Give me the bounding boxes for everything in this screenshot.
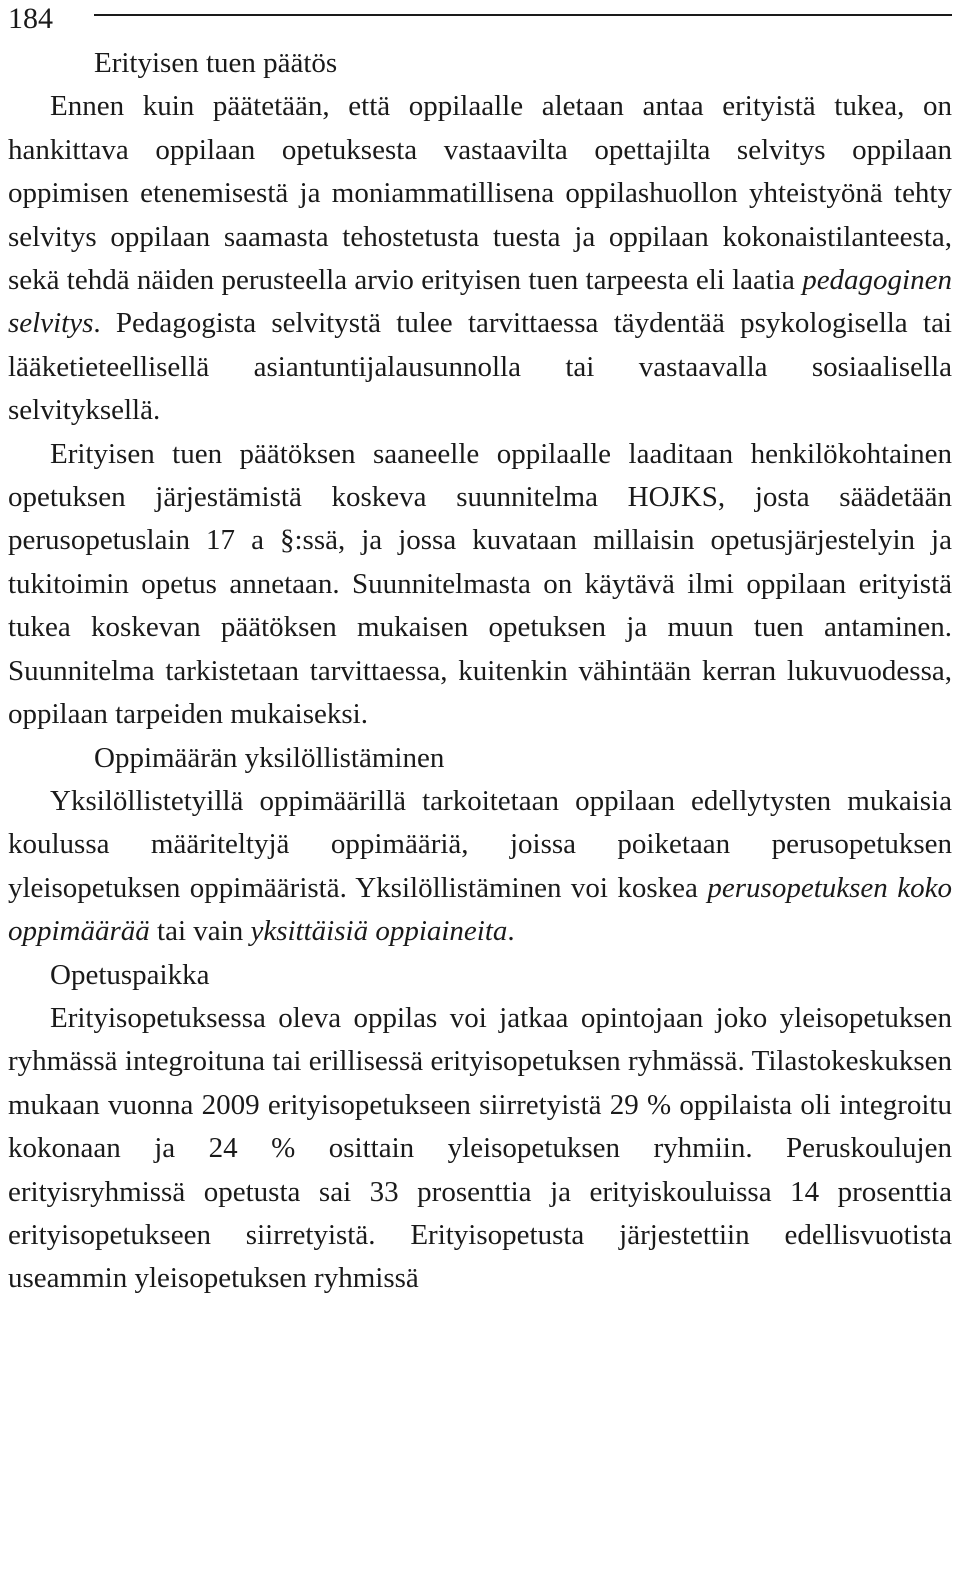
paragraph-text: . [507, 915, 515, 948]
emphasis-individual-subjects: yksittäisiä oppiaineita [250, 915, 508, 948]
paragraph-text: Yksilöllistetyillä oppimäärillä tarkoitetaan oppilaan edellytysten mukaisia koulussa määriteltyjä oppimääriä, joissa poiketaan perusopetuksen yleisopetuksen oppimääristä. Yksilöllistäminen voi koskea [8, 784, 952, 904]
paragraph-pedagogical-assessment [8, 85, 952, 432]
page-number: 184 [8, 2, 53, 35]
paragraph-text: . Pedagogista selvitystä tulee tarvittaessa täydentää psykologisella tai lääketieteellisellä asiantuntijalausunnolla tai vastaavalla sosiaalisella selvityksellä. [8, 307, 952, 427]
emphasis-pedagogical-assessment: pedagoginen selvitys [8, 264, 952, 340]
paragraph-hojks: Erityisen tuen päätöksen saaneelle oppilaalle laaditaan henkilökohtainen opetuksen järjestämistä koskeva suunnitelma HOJKS, josta säädetään perusopetuslain 17 a §:ssä, ja jossa kuvataan millaisin opetusjärjestelyin ja tukitoimin opetus annetaan. Suunnitelmasta on käytävä ilmi oppilaan erityistä tukea koskevan päätöksen mukaisen opetuksen ja muun tuen antaminen. Suunnitelma tarkistetaan tarvittaessa, kuitenkin vähintään kerran lukuvuodessa, oppilaan tarpeiden mukaiseksi. [8, 437, 952, 731]
paragraph-text: tai vain [149, 915, 251, 948]
section-heading-individualised-syllabus: Oppimäärän yksilöllistäminen [94, 741, 445, 774]
paragraph-teaching-location: Erityisopetuksessa oleva oppilas voi jatkaa opintojaan joko yleisopetuksen ryhmässä integroituna tai erillisessä erityisopetuksen ryhmässä. Tilastokeskuksen mukaan vuonna 2009 erityisopetukseen siirretyistä 29 % oppilaista oli integroitu kokonaan ja 24 % osittain yleisopetuksen ryhmiin. Peruskoulujen erityisryhmissä opetusta sai 33 prosenttia ja erityiskouluissa 14 prosenttia erityisopetukseen siirretyistä. Erityisopetusta järjestettiin edellisvuotista useammin yleisopetuksen ryhmissä [8, 1001, 952, 1295]
section-heading-teaching-location: Opetuspaikka [50, 958, 210, 991]
header-rule [94, 14, 952, 16]
paragraph-individualised-syllabus [8, 780, 952, 954]
emphasis-whole-syllabus: perusopetuksen koko oppimäärää [8, 871, 952, 948]
section-heading-special-support-decision: Erityisen tuen päätös [94, 47, 338, 79]
paragraph-text: Ennen kuin päätetään, että oppilaalle aletaan antaa erityistä tukea, on hankittava oppilaan opetuksesta vastaavilta opettajilta selvitys oppilaan oppimisen etenemisestä ja moniammatillisena oppilashuollon yhteistyönä tehty selvitys oppilaan saamasta tehostetusta tuesta ja oppilaan kokonaistilanteesta, sekä tehdä näiden perusteella arvio erityisen tuen tarpeesta eli laatia [8, 90, 952, 297]
page-body [8, 42, 952, 1301]
